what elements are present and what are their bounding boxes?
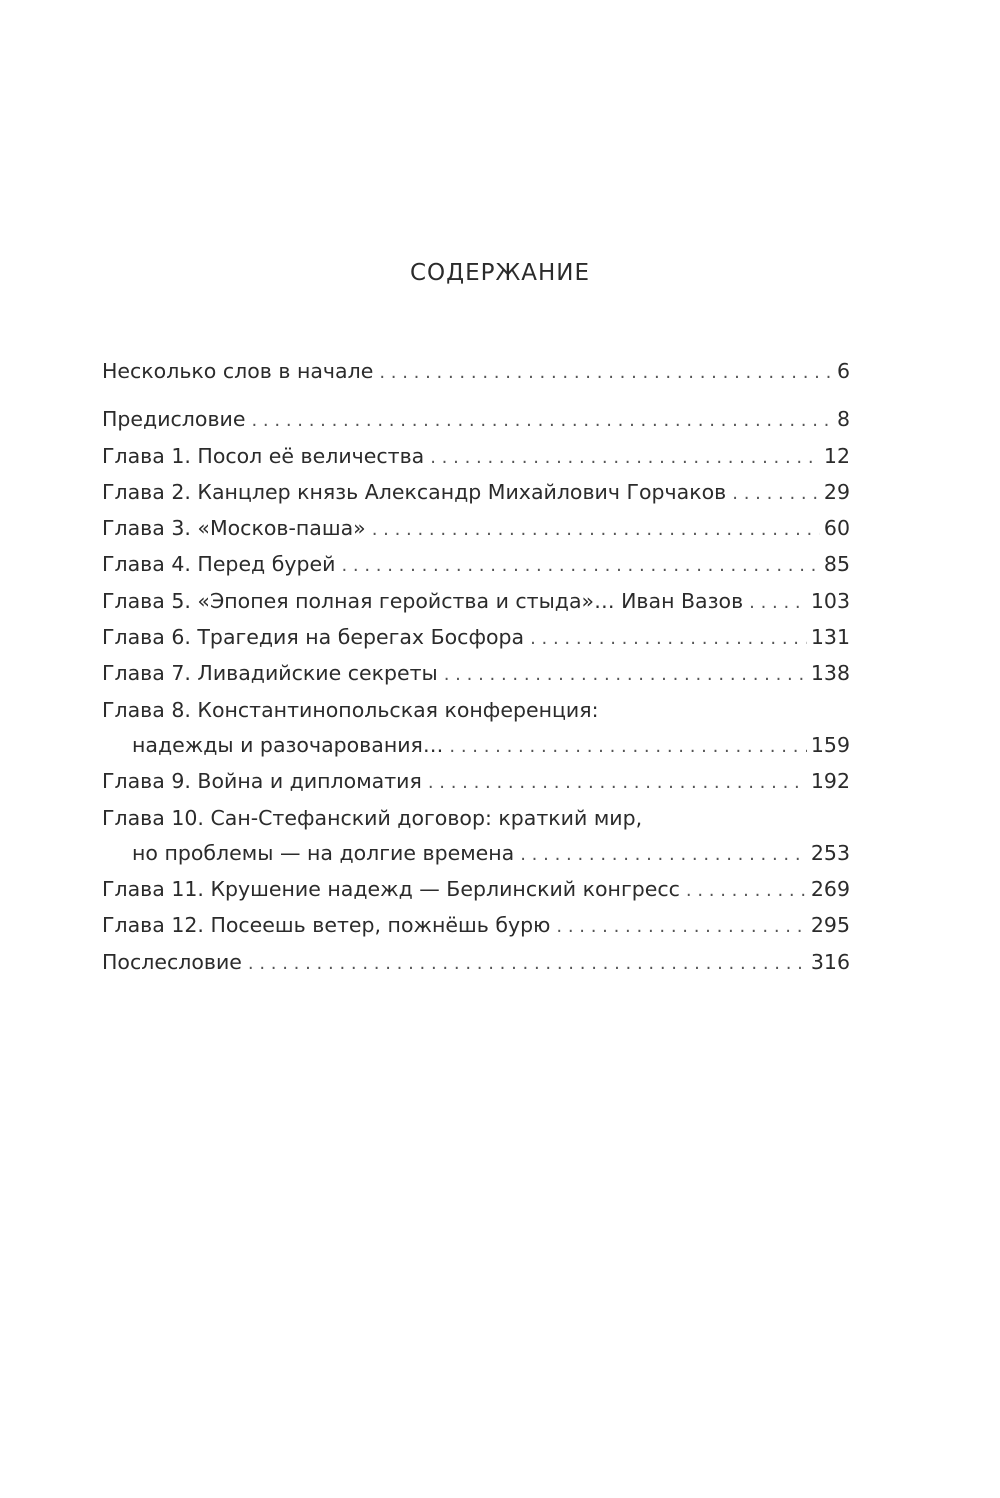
toc-entry-page: 295 bbox=[810, 913, 850, 938]
toc-entry-label-continued: но проблемы — на долгие времена bbox=[132, 840, 515, 865]
toc-entry-chapter-5 bbox=[102, 584, 850, 620]
toc-entry-label: Глава 11. Крушение надежд — Берлинский конгресс bbox=[102, 877, 680, 902]
toc-entry-chapter-4 bbox=[102, 547, 850, 583]
toc-entry-afterword bbox=[102, 945, 850, 981]
toc-entry-page: 85 bbox=[823, 552, 850, 577]
toc-entry-intro bbox=[102, 354, 850, 390]
toc-entry-label: Глава 1. Посол её величества bbox=[102, 443, 425, 468]
toc-entry-label: Глава 7. Ливадийские секреты bbox=[102, 661, 438, 686]
toc-entry-label: Глава 10. Сан-Стефанский договор: краткий мир, bbox=[102, 805, 643, 830]
toc-entry-chapter-9 bbox=[102, 764, 850, 800]
toc-entry-chapter-10 bbox=[102, 801, 850, 836]
dot-leader bbox=[341, 548, 819, 583]
toc-entry-page: 103 bbox=[810, 588, 850, 613]
dot-leader bbox=[444, 657, 807, 692]
toc-entry-label: Глава 4. Перед бурей bbox=[102, 552, 336, 577]
toc-entry-label: Предисловие bbox=[102, 407, 246, 432]
dot-leader bbox=[430, 440, 820, 475]
toc-entry-page: 8 bbox=[836, 407, 850, 432]
dot-leader bbox=[732, 476, 820, 511]
dot-leader bbox=[556, 909, 806, 944]
toc-entry-page: 253 bbox=[810, 840, 850, 865]
dot-leader bbox=[379, 355, 833, 390]
toc-entry-chapter-6 bbox=[102, 620, 850, 656]
dot-leader bbox=[530, 621, 807, 656]
dot-leader bbox=[248, 946, 807, 981]
toc-entry-label: Глава 2. Канцлер князь Александр Михайлович Горчаков bbox=[102, 479, 727, 504]
dot-leader bbox=[749, 585, 807, 620]
toc-entry-label: Несколько слов в начале bbox=[102, 359, 374, 383]
toc-entry-chapter-11 bbox=[102, 872, 850, 908]
toc-entry-page: 29 bbox=[823, 479, 850, 504]
toc-entry-chapter-1 bbox=[102, 439, 850, 475]
toc-title: СОДЕРЖАНИЕ bbox=[409, 260, 591, 286]
dot-leader bbox=[428, 765, 807, 800]
dot-leader bbox=[251, 403, 832, 438]
toc-entry-label: Глава 12. Посеешь ветер, пожнёшь бурю bbox=[102, 913, 551, 938]
toc-entry-page: 6 bbox=[836, 359, 850, 383]
toc-entry-label: Глава 6. Трагедия на берегах Босфора bbox=[102, 625, 525, 650]
toc-entry-page: 159 bbox=[810, 732, 850, 757]
toc-entry-chapter-10-continued bbox=[102, 836, 850, 872]
toc-entry-chapter-12 bbox=[102, 908, 850, 944]
toc-entry-page: 316 bbox=[810, 949, 850, 974]
toc-entry-page: 192 bbox=[810, 769, 850, 794]
toc-entry-page: 60 bbox=[823, 516, 850, 541]
toc-entry-page: 138 bbox=[810, 661, 850, 686]
toc-entry-chapter-7 bbox=[102, 656, 850, 692]
toc-entry-preface bbox=[102, 402, 850, 438]
table-of-contents bbox=[102, 354, 850, 981]
toc-entry-page: 269 bbox=[810, 877, 850, 902]
toc-entry-page: 131 bbox=[810, 625, 850, 650]
toc-entry-label: Глава 8. Константинопольская конференция: bbox=[102, 697, 599, 722]
dot-leader bbox=[372, 512, 820, 547]
dot-leader bbox=[520, 837, 807, 872]
toc-entry-chapter-3 bbox=[102, 511, 850, 547]
dot-leader bbox=[686, 873, 807, 908]
toc-entry-chapter-8-continued bbox=[102, 728, 850, 764]
dot-leader bbox=[449, 729, 806, 764]
toc-entry-chapter-8 bbox=[102, 693, 850, 728]
toc-entry-label: Глава 9. Война и дипломатия bbox=[102, 769, 422, 794]
toc-entry-label: Послесловие bbox=[102, 949, 242, 974]
toc-entry-chapter-2 bbox=[102, 475, 850, 511]
toc-entry-label: Глава 5. «Эпопея полная геройства и стыда»… Иван Вазов bbox=[102, 588, 744, 613]
toc-entry-label: Глава 3. «Москов-паша» bbox=[102, 516, 366, 541]
toc-entry-page: 12 bbox=[823, 443, 850, 468]
toc-entry-label-continued: надежды и разочарования… bbox=[132, 732, 444, 757]
